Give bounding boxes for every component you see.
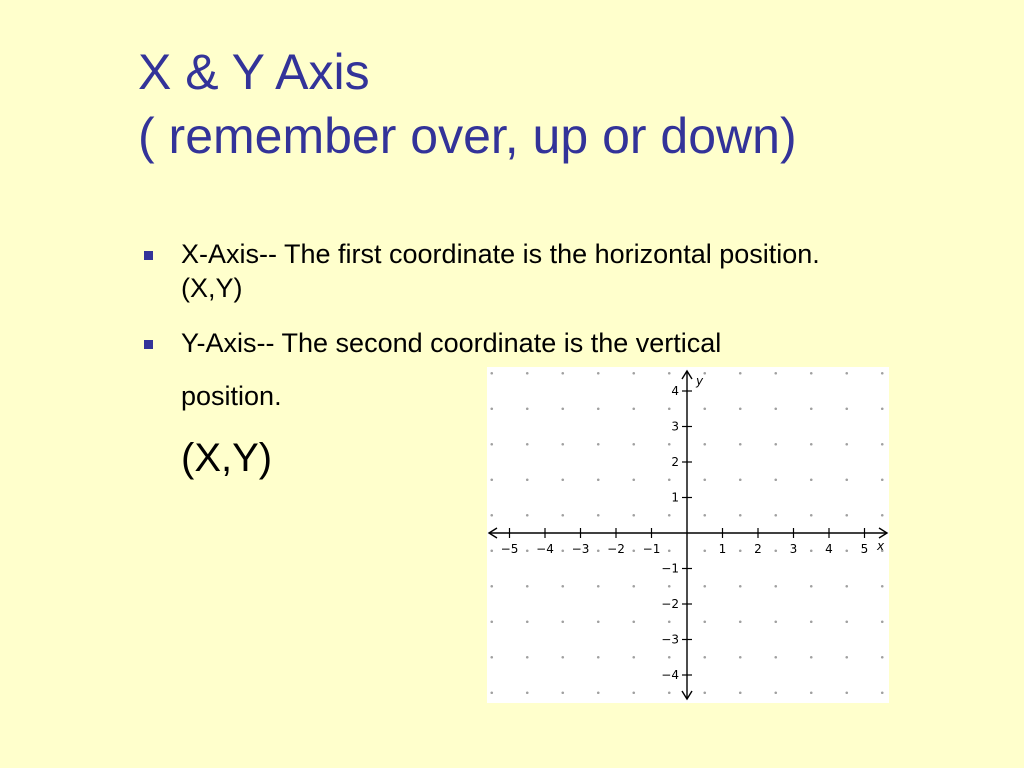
y-tick-label: −1	[661, 561, 679, 576]
grid-dot	[810, 620, 813, 623]
grid-dot	[845, 656, 848, 659]
grid-dot	[668, 407, 671, 410]
grid-dot	[490, 478, 493, 481]
slide-title-line-1: X & Y Axis	[138, 44, 370, 100]
grid-dot	[668, 372, 671, 375]
grid-dot	[632, 549, 635, 552]
grid-dot	[632, 478, 635, 481]
grid-dot	[703, 372, 706, 375]
grid-dot	[632, 585, 635, 588]
grid-dot	[739, 691, 742, 694]
grid-dot	[845, 691, 848, 694]
y-axis-letter: y	[696, 374, 704, 388]
y-tick-label: −2	[661, 597, 679, 611]
coordinate-grid-svg	[487, 367, 889, 703]
bullet-y-axis-line-2: position.	[181, 381, 282, 411]
grid-dot	[490, 514, 493, 517]
grid-dot	[881, 620, 884, 623]
grid-dot	[526, 372, 529, 375]
grid-dot	[810, 443, 813, 446]
bullet-x-axis-text	[181, 237, 820, 305]
grid-dot	[845, 620, 848, 623]
grid-dot	[526, 691, 529, 694]
grid-dot	[526, 514, 529, 517]
slide-title	[138, 40, 797, 168]
grid-dot	[703, 549, 706, 552]
y-tick-label: −4	[661, 668, 679, 682]
grid-dot	[490, 549, 493, 552]
coordinate-grid	[487, 367, 889, 703]
grid-dot	[774, 478, 777, 481]
y-tick-label: −3	[661, 632, 679, 647]
x-axis-letter: x	[877, 539, 885, 553]
grid-dot	[561, 372, 564, 375]
y-tick-label: 1	[671, 490, 679, 505]
grid-dot	[739, 443, 742, 446]
x-tick-label: −3	[571, 542, 590, 556]
grid-dot	[739, 549, 742, 552]
grid-dot	[703, 478, 706, 481]
grid-dot	[597, 443, 600, 446]
y-tick-label: 4	[671, 384, 679, 398]
grid-dot	[490, 620, 493, 623]
grid-dot	[703, 656, 706, 659]
grid-dot	[632, 514, 635, 517]
grid-dot	[881, 585, 884, 588]
grid-dot	[774, 372, 777, 375]
grid-dot	[597, 478, 600, 481]
square-bullet-icon	[144, 340, 153, 349]
square-bullet-icon	[144, 251, 153, 260]
grid-dot	[597, 549, 600, 552]
grid-dot	[881, 691, 884, 694]
grid-dot	[561, 407, 564, 410]
grid-dot	[526, 549, 529, 552]
grid-dot	[703, 407, 706, 410]
x-tick-label: 1	[718, 542, 727, 556]
grid-dot	[774, 407, 777, 410]
grid-dot	[810, 478, 813, 481]
grid-dot	[739, 656, 742, 659]
grid-dot	[810, 691, 813, 694]
grid-dot	[774, 691, 777, 694]
bullet-y-axis-line-1: Y-Axis-- The second coordinate is the vertical	[181, 328, 722, 358]
grid-dot	[810, 549, 813, 552]
grid-dot	[668, 656, 671, 659]
slide-title-line-2: ( remember over, up or down)	[138, 108, 797, 164]
x-tick-label: 2	[754, 542, 762, 556]
grid-dot	[739, 407, 742, 410]
grid-dot	[597, 372, 600, 375]
grid-dot	[490, 656, 493, 659]
grid-dot	[526, 478, 529, 481]
grid-dot	[526, 443, 529, 446]
grid-dot	[774, 549, 777, 552]
grid-dot	[668, 443, 671, 446]
grid-dot	[703, 691, 706, 694]
grid-dot	[774, 443, 777, 446]
x-tick-label: −2	[607, 542, 625, 556]
grid-dot	[632, 656, 635, 659]
grid-dot	[810, 372, 813, 375]
grid-dot	[881, 407, 884, 410]
grid-dot	[597, 691, 600, 694]
y-tick-label: 2	[671, 455, 679, 469]
grid-dot	[774, 514, 777, 517]
bullet-x-axis-line-2: (X,Y)	[181, 273, 243, 303]
x-tick-label: −1	[642, 542, 661, 556]
grid-dot	[597, 620, 600, 623]
grid-dot	[561, 656, 564, 659]
x-tick-label: 5	[860, 542, 869, 556]
grid-dot	[845, 478, 848, 481]
bullet-x-axis-line-1: X-Axis-- The first coordinate is the horizontal position.	[181, 239, 820, 269]
grid-dot	[810, 585, 813, 588]
grid-dot	[490, 585, 493, 588]
grid-dot	[845, 549, 848, 552]
grid-dot	[597, 585, 600, 588]
grid-dot	[632, 407, 635, 410]
x-tick-label: 3	[789, 542, 798, 556]
grid-dot	[881, 656, 884, 659]
grid-dot	[561, 585, 564, 588]
grid-dot	[561, 478, 564, 481]
grid-dot	[561, 443, 564, 446]
grid-dot	[597, 407, 600, 410]
grid-dot	[703, 620, 706, 623]
grid-dot	[774, 585, 777, 588]
grid-dot	[739, 585, 742, 588]
grid-dot	[810, 656, 813, 659]
grid-dot	[703, 443, 706, 446]
x-tick-label: −4	[536, 542, 554, 556]
grid-dot	[703, 585, 706, 588]
y-tick-label: 3	[671, 419, 679, 434]
grid-dot	[845, 407, 848, 410]
grid-dot	[490, 691, 493, 694]
coordinate-label: (X,Y)	[181, 436, 273, 480]
grid-dot	[668, 478, 671, 481]
grid-dot	[703, 514, 706, 517]
grid-dot	[845, 514, 848, 517]
grid-dot	[881, 514, 884, 517]
grid-dot	[668, 620, 671, 623]
x-tick-label: 4	[825, 542, 833, 556]
grid-dot	[632, 372, 635, 375]
grid-dot	[632, 443, 635, 446]
grid-dot	[739, 620, 742, 623]
grid-dot	[739, 514, 742, 517]
grid-dot	[490, 407, 493, 410]
grid-dot	[597, 656, 600, 659]
grid-dot	[845, 443, 848, 446]
x-tick-label: −5	[500, 542, 519, 556]
grid-dot	[490, 372, 493, 375]
grid-dot	[845, 585, 848, 588]
grid-dot	[668, 514, 671, 517]
grid-dot	[668, 691, 671, 694]
grid-dot	[881, 478, 884, 481]
grid-dot	[561, 549, 564, 552]
grid-dot	[845, 372, 848, 375]
grid-dot	[632, 620, 635, 623]
grid-dot	[561, 691, 564, 694]
grid-dot	[739, 372, 742, 375]
grid-dot	[774, 620, 777, 623]
grid-dot	[526, 620, 529, 623]
grid-dot	[632, 691, 635, 694]
grid-dot	[881, 443, 884, 446]
grid-dot	[526, 585, 529, 588]
grid-dot	[490, 443, 493, 446]
grid-dot	[526, 407, 529, 410]
grid-dot	[881, 372, 884, 375]
grid-dot	[561, 514, 564, 517]
grid-dot	[810, 514, 813, 517]
grid-dot	[526, 656, 529, 659]
grid-dot	[597, 514, 600, 517]
grid-dot	[561, 620, 564, 623]
grid-dot	[739, 478, 742, 481]
grid-dot	[668, 549, 671, 552]
grid-dot	[774, 656, 777, 659]
grid-dot	[668, 585, 671, 588]
grid-dot	[810, 407, 813, 410]
